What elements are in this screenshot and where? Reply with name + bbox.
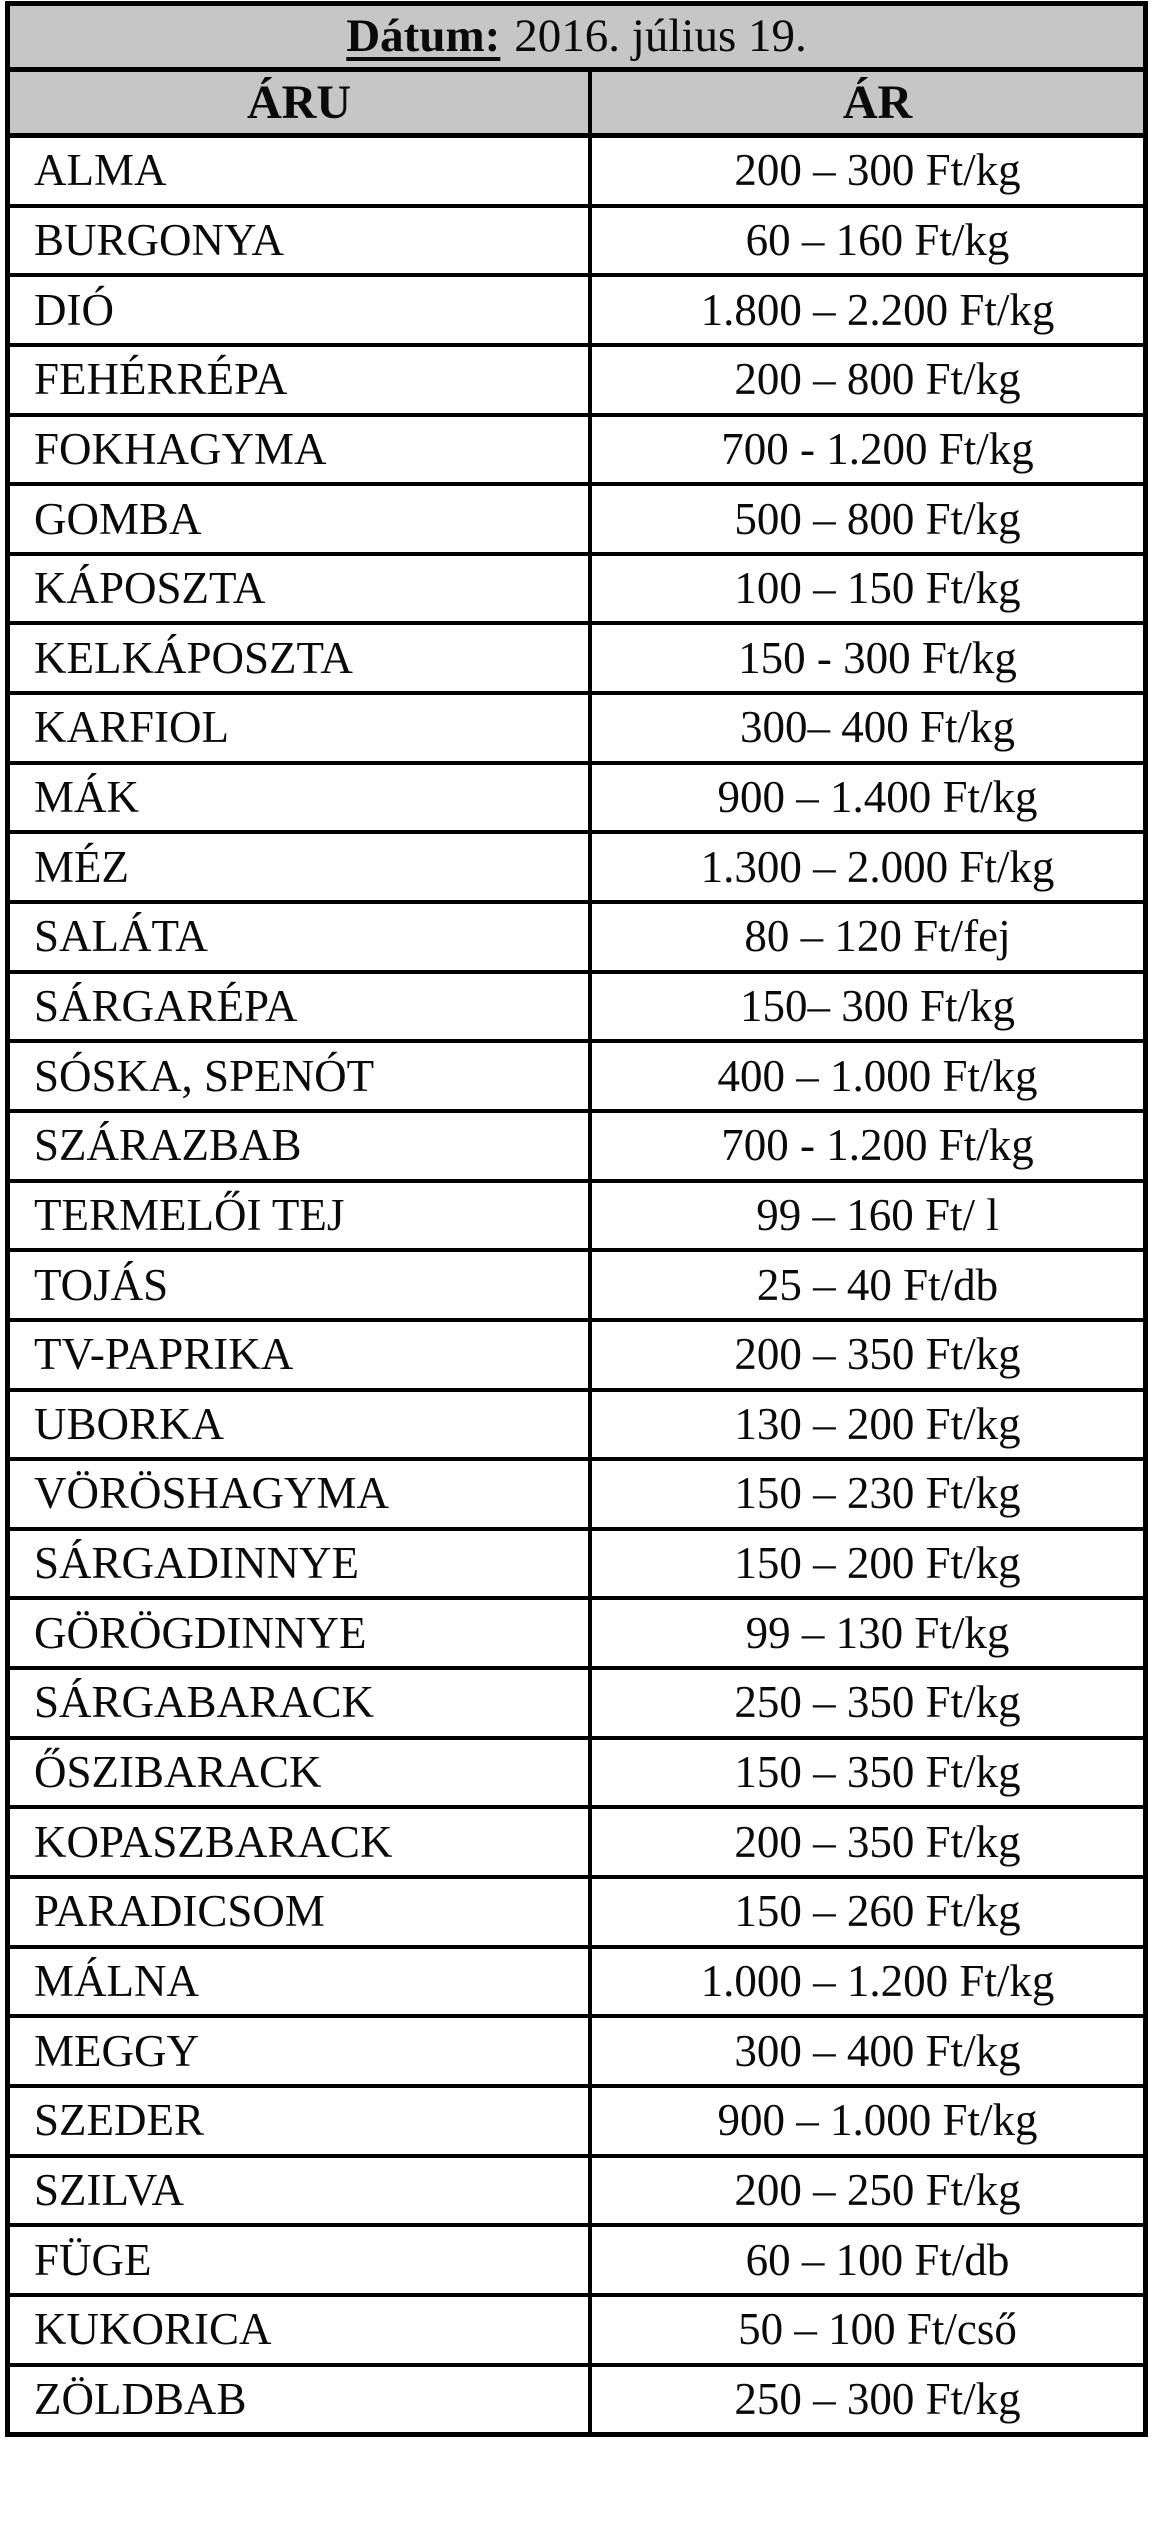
item-name: PARADICSOM bbox=[10, 1879, 592, 1945]
table-row bbox=[10, 1252, 1143, 1322]
item-name: SZEDER bbox=[10, 2088, 592, 2154]
item-price: 900 – 1.400 Ft/kg bbox=[717, 772, 1038, 823]
item-name: MÁK bbox=[10, 765, 592, 831]
item-name: KELKÁPOSZTA bbox=[10, 625, 592, 691]
table-row bbox=[10, 1392, 1143, 1462]
table-row bbox=[10, 695, 1143, 765]
date-header-row bbox=[10, 6, 1143, 72]
item-price: 400 – 1.000 Ft/kg bbox=[717, 1050, 1038, 1101]
table-row bbox=[10, 2158, 1143, 2228]
item-price: 150 - 300 Ft/kg bbox=[738, 632, 1017, 683]
table-row bbox=[10, 1113, 1143, 1183]
item-price: 700 - 1.200 Ft/kg bbox=[721, 423, 1034, 474]
table-row bbox=[10, 1879, 1143, 1949]
table-row bbox=[10, 765, 1143, 835]
item-price: 200 – 800 Ft/kg bbox=[734, 354, 1021, 405]
table-row bbox=[10, 1670, 1143, 1740]
item-price: 60 – 160 Ft/kg bbox=[745, 214, 1010, 265]
item-name: MEGGY bbox=[10, 2018, 592, 2084]
market-price-table bbox=[5, 1, 1148, 2437]
table-row bbox=[10, 974, 1143, 1044]
table-row bbox=[10, 2088, 1143, 2158]
table-row bbox=[10, 2297, 1143, 2367]
item-name: SÁRGADINNYE bbox=[10, 1531, 592, 1597]
item-price: 200 – 350 Ft/kg bbox=[734, 1816, 1021, 1867]
table-row bbox=[10, 277, 1143, 347]
table-body bbox=[10, 138, 1143, 2432]
item-price: 150 – 350 Ft/kg bbox=[734, 1747, 1021, 1798]
item-name: SALÁTA bbox=[10, 904, 592, 970]
table-row bbox=[10, 1183, 1143, 1253]
item-price: 500 – 800 Ft/kg bbox=[734, 493, 1021, 544]
table-row bbox=[10, 138, 1143, 208]
item-price: 200 – 250 Ft/kg bbox=[734, 2164, 1021, 2215]
item-price: 150 – 230 Ft/kg bbox=[734, 1468, 1021, 1519]
item-name: TOJÁS bbox=[10, 1252, 592, 1318]
item-name: TV-PAPRIKA bbox=[10, 1322, 592, 1388]
table-row bbox=[10, 1461, 1143, 1531]
item-name: GÖRÖGDINNYE bbox=[10, 1600, 592, 1666]
item-price: 150 – 200 Ft/kg bbox=[734, 1538, 1021, 1589]
table-row bbox=[10, 1809, 1143, 1879]
item-price: 50 – 100 Ft/cső bbox=[738, 2304, 1017, 2355]
item-name: ALMA bbox=[10, 138, 592, 204]
item-price: 1.800 – 2.200 Ft/kg bbox=[700, 284, 1055, 335]
item-name: BURGONYA bbox=[10, 208, 592, 274]
table-row bbox=[10, 2227, 1143, 2297]
table-row bbox=[10, 1322, 1143, 1392]
date-value: 2016. július 19. bbox=[514, 10, 807, 62]
item-price: 250 – 350 Ft/kg bbox=[734, 1677, 1021, 1728]
item-price: 25 – 40 Ft/db bbox=[756, 1259, 999, 1310]
item-name: SÁRGARÉPA bbox=[10, 974, 592, 1040]
table-row bbox=[10, 2018, 1143, 2088]
table-row bbox=[10, 1600, 1143, 1670]
table-row bbox=[10, 625, 1143, 695]
table-row bbox=[10, 417, 1143, 487]
item-price: 1.000 – 1.200 Ft/kg bbox=[700, 1955, 1055, 2006]
table-row bbox=[10, 834, 1143, 904]
item-name: SÓSKA, SPENÓT bbox=[10, 1043, 592, 1109]
item-price: 200 – 350 Ft/kg bbox=[734, 1329, 1021, 1380]
table-row bbox=[10, 904, 1143, 974]
item-price: 700 - 1.200 Ft/kg bbox=[721, 1120, 1034, 1171]
item-price: 99 – 130 Ft/kg bbox=[745, 1607, 1010, 1658]
item-price: 130 – 200 Ft/kg bbox=[734, 1398, 1021, 1449]
item-price: 300 – 400 Ft/kg bbox=[734, 2025, 1021, 2076]
item-price: 900 – 1.000 Ft/kg bbox=[717, 2095, 1038, 2146]
item-name: MÁLNA bbox=[10, 1949, 592, 2015]
table-row bbox=[10, 1740, 1143, 1810]
table-row bbox=[10, 486, 1143, 556]
item-name: MÉZ bbox=[10, 834, 592, 900]
item-name: GOMBA bbox=[10, 486, 592, 552]
item-price: 300– 400 Ft/kg bbox=[739, 702, 1016, 753]
item-name: SZÁRAZBAB bbox=[10, 1113, 592, 1179]
table-row bbox=[10, 1043, 1143, 1113]
column-header-item: ÁRU bbox=[10, 72, 592, 133]
item-name: UBORKA bbox=[10, 1392, 592, 1458]
item-price: 80 – 120 Ft/fej bbox=[744, 911, 1011, 962]
item-name: SÁRGABARACK bbox=[10, 1670, 592, 1736]
table-row bbox=[10, 556, 1143, 626]
item-name: KARFIOL bbox=[10, 695, 592, 761]
item-price: 200 – 300 Ft/kg bbox=[734, 145, 1021, 196]
item-price: 99 – 160 Ft/ l bbox=[756, 1189, 999, 1240]
table-row bbox=[10, 347, 1143, 417]
item-name: VÖRÖSHAGYMA bbox=[10, 1461, 592, 1527]
column-header-row bbox=[10, 72, 1143, 138]
column-header-price: ÁR bbox=[842, 75, 913, 129]
item-name: KÁPOSZTA bbox=[10, 556, 592, 622]
item-name: SZILVA bbox=[10, 2158, 592, 2224]
item-name: KOPASZBARACK bbox=[10, 1809, 592, 1875]
item-name: KUKORICA bbox=[10, 2297, 592, 2363]
item-price: 60 – 100 Ft/db bbox=[745, 2234, 1010, 2285]
item-price: 100 – 150 Ft/kg bbox=[734, 563, 1021, 614]
item-price: 1.300 – 2.000 Ft/kg bbox=[700, 841, 1055, 892]
item-name: ŐSZIBARACK bbox=[10, 1740, 592, 1806]
date-label: Dátum: bbox=[346, 10, 501, 62]
table-row bbox=[10, 1531, 1143, 1601]
item-name: ZÖLDBAB bbox=[10, 2367, 592, 2433]
item-price: 150– 300 Ft/kg bbox=[739, 981, 1016, 1031]
table-row bbox=[10, 2367, 1143, 2433]
item-name: TERMELŐI TEJ bbox=[10, 1183, 592, 1249]
item-name: DIÓ bbox=[10, 277, 592, 343]
item-price: 250 – 300 Ft/kg bbox=[734, 2373, 1021, 2424]
table-row bbox=[10, 208, 1143, 278]
item-name: FÜGE bbox=[10, 2227, 592, 2293]
item-price: 150 – 260 Ft/kg bbox=[734, 1886, 1021, 1937]
table-row bbox=[10, 1949, 1143, 2019]
item-name: FEHÉRRÉPA bbox=[10, 347, 592, 413]
item-name: FOKHAGYMA bbox=[10, 417, 592, 483]
